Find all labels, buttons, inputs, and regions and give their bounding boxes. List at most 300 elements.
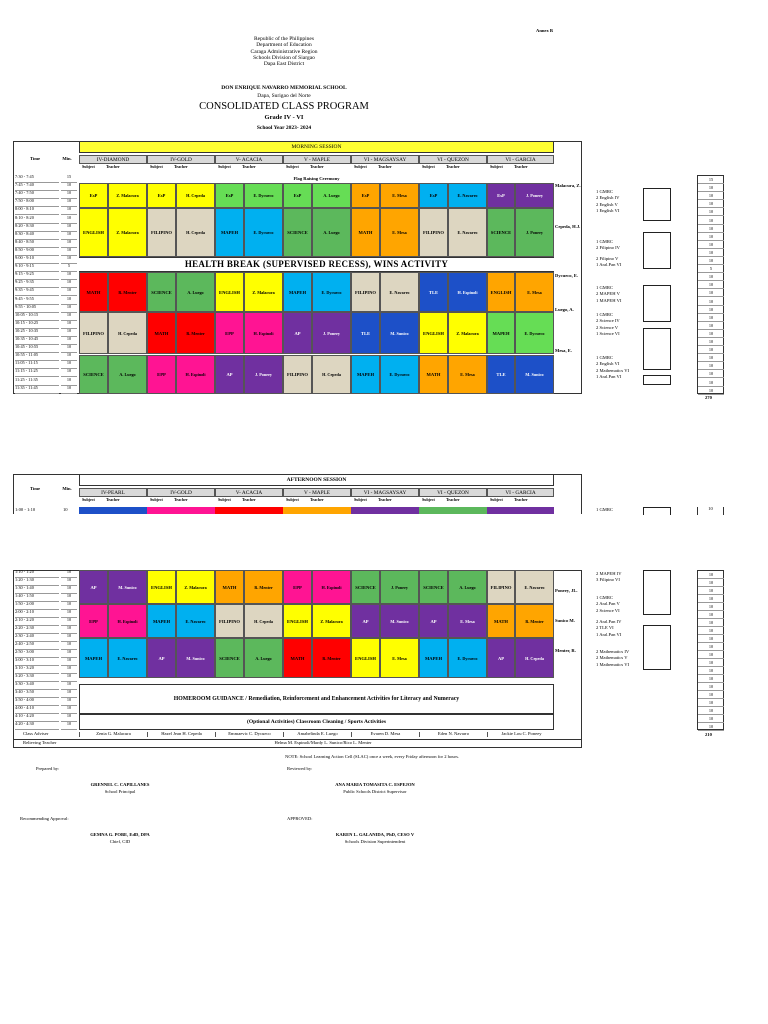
minute-summary: 10 <box>698 346 724 354</box>
teacher-cell: H. Espinoli <box>448 272 487 312</box>
annex-label: Annex B <box>536 28 553 33</box>
minute-summary: 10 <box>698 619 724 627</box>
teacher-name: Menter, R. <box>555 648 576 653</box>
relieving-teachers: Helma M. Espinoli/Mardy L. Sunico/Rico L. Menter <box>274 740 372 745</box>
time-slot: 2:20 - 2:30 <box>15 626 59 634</box>
time-slot: 4:20 - 4:30 <box>15 722 59 730</box>
minute-summary: 10 <box>698 322 724 330</box>
minute-summary: 10 <box>698 651 724 659</box>
time-slot: 7:30 - 7:45 <box>15 175 59 183</box>
minute-summary: 10 <box>698 184 724 192</box>
teacher-cell: H. Cepeda <box>176 183 215 208</box>
subject-cell: SCIENCE <box>147 272 176 312</box>
teacher-cell: A. Luego <box>312 183 351 208</box>
school-location: Dapa, Surigao del Norte <box>257 93 311 99</box>
note-box <box>643 625 671 670</box>
header-lines <box>184 36 384 68</box>
teacher-subheader: Teacher <box>378 164 392 169</box>
class-adviser-name: Emmaevic C. Dycueco <box>215 732 283 737</box>
header-line: Schools Division of Siargao <box>253 54 315 61</box>
teacher-cell: M. Sunico <box>380 312 419 354</box>
time-minutes: 10 <box>61 199 77 207</box>
section-header: IV-PEARL <box>79 488 147 497</box>
legend-item: 1 GMRC <box>596 285 613 290</box>
time-slot: 9:00 - 9:10 <box>15 256 59 264</box>
time-minutes: 10 <box>61 378 77 386</box>
section-header: VI - MAGSAYSAY <box>351 488 419 497</box>
subject-cell: SCIENCE <box>351 570 380 604</box>
time-slot: 10:15 - 10:25 <box>15 321 59 329</box>
time-minutes: 10 <box>61 191 77 199</box>
note-box <box>643 375 671 385</box>
morning-time-header: Time <box>29 156 41 161</box>
time-slot: 8:30 - 8:40 <box>15 232 59 240</box>
subject-cell: MATH <box>419 355 448 394</box>
legend-item: 1 GMRC <box>596 355 613 360</box>
teacher-cell: E. Navarro <box>108 638 147 678</box>
time-slot: 3:50 - 4:00 <box>15 698 59 706</box>
morning-section-headers <box>79 153 554 167</box>
time-minutes: 10 <box>61 183 77 191</box>
legend-item: 2 Science VI <box>596 607 620 613</box>
time-slot: 7:45 - 7:40 <box>15 183 59 191</box>
teacher-cell: H. Espinoli <box>312 570 351 604</box>
morning-total: 270 <box>705 395 712 400</box>
section-header: IV-DIAMOND <box>79 155 147 164</box>
teacher-cell: H. Espinoli <box>244 312 283 354</box>
subject-cell: EsP <box>283 183 312 208</box>
time-slot: 8:00 - 8:10 <box>15 207 59 215</box>
teacher-cell: Z. Malacura <box>312 604 351 638</box>
time-minutes: 10 <box>61 682 77 690</box>
minute-summary: 10 <box>698 330 724 338</box>
teacher-name: Poneey, JL. <box>555 588 578 593</box>
subject-cell: FILIPINO <box>283 355 312 394</box>
page-title: CONSOLIDATED CLASS PROGRAM <box>199 101 369 112</box>
time-minutes: 10 <box>61 650 77 658</box>
subject-subheader: Subject <box>490 164 503 169</box>
reviewed-title: Public Schools District Supervisor <box>343 789 407 794</box>
subject-subheader: Subject <box>218 164 231 169</box>
afternoon-first-row <box>79 507 554 514</box>
note-box <box>643 328 671 370</box>
optional-label: (Optional Activities) Classroom Cleaning / Sports Activities <box>247 719 386 725</box>
time-slot: 8:20 - 8:30 <box>15 224 59 232</box>
prepared-name: GRENNEL C. CAPILLANES <box>90 782 150 787</box>
afternoon-note-box-top <box>643 507 671 515</box>
time-minutes: 10 <box>61 610 77 618</box>
time-slot: 2:40 - 2:50 <box>15 642 59 650</box>
afternoon-teacher-list <box>554 570 594 684</box>
subject-cell: AP <box>351 604 380 638</box>
legend-item: 1 Science VI <box>596 330 620 336</box>
recommending-title: Chief, CID <box>109 839 131 844</box>
time-minutes: 10 <box>61 714 77 722</box>
morning-time-column <box>13 175 79 394</box>
subject-cell: TLE <box>419 272 448 312</box>
subject-cell: FILIPINO <box>79 312 108 354</box>
teacher-cell: E. Dycueco <box>515 312 554 354</box>
legend-item: 1 English VI <box>596 207 620 213</box>
recommending-name: GEMNA G. POBE, EdD, DPA <box>90 832 150 837</box>
teacher-cell: E. Navarro <box>448 208 487 257</box>
slac-note: NOTE: School Learning Action Cell (SLAC) once a week, every Friday afternoon for 2 hours. <box>285 754 460 759</box>
afternoon-first-right-min: 10 <box>697 507 724 515</box>
teacher-cell: M. Sunico <box>380 604 419 638</box>
homeroom-label: HOMEROOM GUIDANCE / Remediation, Reinforcement and Enhancement Activities for Literacy and Numeracy <box>173 696 460 702</box>
relieving-label: Relieving Teacher <box>23 740 57 745</box>
time-minutes: 10 <box>61 216 77 224</box>
teacher-cell: A. Luego <box>448 570 487 604</box>
time-slot: 3:20 - 3:30 <box>15 674 59 682</box>
time-minutes: 10 <box>61 345 77 353</box>
flag-row <box>79 175 554 182</box>
teacher-cell: H. Cepeda <box>108 312 147 354</box>
minute-summary: 10 <box>698 208 724 216</box>
time-slot: 9:15 - 9:25 <box>15 272 59 280</box>
section-header: V- ACACIA <box>215 155 283 164</box>
afternoon-minutes-summary <box>697 570 724 730</box>
minute-summary: 10 <box>698 659 724 667</box>
minute-summary: 10 <box>698 362 724 370</box>
relieving-row <box>13 739 582 748</box>
subject-cell: EsP <box>79 183 108 208</box>
note-box <box>643 285 671 322</box>
afternoon-time-header: Time <box>29 486 41 491</box>
time-minutes: 15 <box>61 175 77 183</box>
teacher-subheader: Teacher <box>514 164 528 169</box>
minute-summary: 10 <box>698 289 724 297</box>
subject-subheader: Subject <box>286 164 299 169</box>
subject-cell: SCIENCE <box>79 355 108 394</box>
teacher-subheader: Teacher <box>514 497 528 502</box>
legend-item: 1 GMRC <box>596 595 613 600</box>
subject-cell: MAPEH <box>283 272 312 312</box>
subject-cell: ENGLISH <box>487 272 515 312</box>
subject-cell: EPP <box>215 312 244 354</box>
teacher-cell: A. Luego <box>244 638 283 678</box>
subject-cell: MATH <box>351 208 380 257</box>
time-slot: 2:50 - 3:00 <box>15 650 59 658</box>
approved-name: KAREN L. GALANIDA, PhD, CESO V <box>335 832 415 837</box>
minute-summary: 10 <box>698 691 724 699</box>
time-slot: 11:25 - 11:35 <box>15 378 59 386</box>
time-minutes: 10 <box>61 698 77 706</box>
subject-cell: AP <box>283 312 312 354</box>
time-slot: 1:30 - 1:40 <box>15 586 59 594</box>
subject-subheader: Subject <box>422 164 435 169</box>
section-header: IV-GOLD <box>147 488 215 497</box>
teacher-cell: A. Luego <box>312 208 351 257</box>
approved-label: APPROVED: <box>287 816 313 821</box>
school-year: School Year 2023- 2024 <box>256 125 312 131</box>
teacher-subheader: Teacher <box>446 497 460 502</box>
teacher-subheader: Teacher <box>106 164 120 169</box>
teacher-name: Malacura, Z. <box>555 183 581 188</box>
morning-session-header <box>79 141 554 153</box>
subject-cell: AP <box>419 604 448 638</box>
minute-summary: 10 <box>698 217 724 225</box>
minute-summary: 15 <box>698 176 724 184</box>
afternoon-session-label: AFTERNOON SESSION <box>286 477 347 483</box>
legend-item: 2 Aral.Pan IV <box>596 619 622 624</box>
section-header: VI - QUEZON <box>419 488 487 497</box>
afternoon-time-column <box>13 570 79 730</box>
subject-subheader: Subject <box>286 497 299 502</box>
time-slot: 1:10 - 1:20 <box>15 570 59 578</box>
subject-cell: TLE <box>351 312 380 354</box>
subject-cell: FILIPINO <box>419 208 448 257</box>
time-slot: 2:00 - 2:10 <box>15 610 59 618</box>
time-slot: 3:10 - 3:20 <box>15 666 59 674</box>
time-minutes: 10 <box>61 321 77 329</box>
teacher-name: Mesa, E. <box>555 348 572 353</box>
class-adviser-label: Class Adviser <box>23 731 49 736</box>
afternoon-first-min: 10 <box>63 507 68 512</box>
time-slot: 11:05 - 11:15 <box>15 361 59 369</box>
subject-cell: EsP <box>351 183 380 208</box>
time-slot: 7:50 - 8:00 <box>15 199 59 207</box>
subject-cell: EPP <box>283 570 312 604</box>
subject-cell: FILIPINO <box>487 570 515 604</box>
legend-item: 2 Science IV <box>596 318 620 324</box>
note-box <box>643 188 671 221</box>
teacher-cell: Z. Malacura <box>448 312 487 354</box>
time-slot: 10:45 - 10:55 <box>15 345 59 353</box>
teacher-cell: E. Mesa <box>515 272 554 312</box>
teacher-cell: E. Mesa <box>448 355 487 394</box>
minute-summary: 10 <box>698 699 724 707</box>
teacher-cell: M. Sunico <box>108 570 147 604</box>
minute-summary: 10 <box>698 587 724 595</box>
time-slot: 8:50 - 9:00 <box>15 248 59 256</box>
teacher-cell: J. Poneey <box>244 355 283 394</box>
time-minutes: 10 <box>61 280 77 288</box>
class-adviser-name: Eden N. Navarro <box>419 732 487 737</box>
section-header: VI - MAGSAYSAY <box>351 155 419 164</box>
class-adviser-name: Evaren D. Mesa <box>351 732 419 737</box>
minute-summary: 10 <box>698 241 724 249</box>
time-slot: 8:10 - 8:20 <box>15 216 59 224</box>
minute-summary: 10 <box>698 281 724 289</box>
legend-item: 2 Mathematics VI <box>596 367 630 373</box>
teacher-cell: R. Menter <box>515 604 554 638</box>
time-slot: 4:10 - 4:20 <box>15 714 59 722</box>
teacher-cell: E. Dycueco <box>312 272 351 312</box>
time-minutes: 10 <box>61 594 77 602</box>
header-line: Caraga Administrative Region <box>250 48 318 55</box>
afternoon-schedule-grid <box>79 570 554 684</box>
subject-cell: ENGLISH <box>147 570 176 604</box>
time-minutes: 10 <box>61 288 77 296</box>
time-minutes: 10 <box>61 369 77 377</box>
subject-cell: ENGLISH <box>351 638 380 678</box>
reviewed-name: ANA MARIA TOMASITA C. ESPEJON <box>335 782 415 787</box>
teacher-cell: A. Luego <box>176 272 215 312</box>
time-slot: 4:00 - 4:10 <box>15 706 59 714</box>
teacher-cell: E. Mesa <box>380 638 419 678</box>
time-minutes: 10 <box>61 224 77 232</box>
minute-summary: 10 <box>698 298 724 306</box>
subject-cell: MAPEH <box>487 312 515 354</box>
subject-cell: EsP <box>147 183 176 208</box>
subject-subheader: Subject <box>354 164 367 169</box>
teacher-name: Luego, A. <box>555 307 574 312</box>
school-name: DON ENRIQUE NAVARRO MEMORIAL SCHOOL <box>221 85 347 91</box>
teacher-cell: H. Cepeda <box>515 638 554 678</box>
time-minutes: 10 <box>61 313 77 321</box>
time-slot: 1:20 - 1:30 <box>15 578 59 586</box>
teacher-name: Cepeda, H.J. <box>555 224 581 229</box>
minute-summary: 10 <box>698 225 724 233</box>
teacher-cell: M. Sunico <box>176 638 215 678</box>
subject-cell: MATH <box>147 312 176 354</box>
break-row <box>79 257 554 272</box>
legend-item: 2 Filipino V <box>596 256 619 261</box>
time-slot: 3:40 - 3:50 <box>15 690 59 698</box>
section-header: IV-GOLD <box>147 155 215 164</box>
morning-schedule-grid <box>79 175 554 394</box>
time-slot: 3:00 - 3:10 <box>15 658 59 666</box>
time-slot: 8:40 - 8:50 <box>15 240 59 248</box>
subject-cell: ENGLISH <box>283 604 312 638</box>
subject-cell: FILIPINO <box>215 604 244 638</box>
time-slot: 10:35 - 10:45 <box>15 337 59 345</box>
teacher-cell: E. Navarro <box>515 570 554 604</box>
subject-cell: AP <box>215 355 244 394</box>
subject-cell: MAPEH <box>351 355 380 394</box>
afternoon-first-time: 1:00 - 1:10 <box>15 507 36 512</box>
subject-subheader: Subject <box>150 497 163 502</box>
teacher-cell: J. Poneey <box>515 208 554 257</box>
time-slot: 9:45 - 9:55 <box>15 297 59 305</box>
time-minutes: 10 <box>61 256 77 264</box>
time-slot: 3:30 - 3:40 <box>15 682 59 690</box>
subject-cell: ENGLISH <box>79 208 108 257</box>
morning-subject-legend <box>596 175 644 394</box>
homeroom-row <box>79 684 554 714</box>
teacher-cell: H. Cepeda <box>176 208 215 257</box>
subject-cell: MAPEH <box>147 604 176 638</box>
teacher-subheader: Teacher <box>242 164 256 169</box>
prepared-title: School Principal <box>104 789 136 794</box>
subject-cell: MATH <box>215 570 244 604</box>
section-header: V- ACACIA <box>215 488 283 497</box>
time-minutes: 10 <box>61 232 77 240</box>
time-slot: 1:50 - 2:00 <box>15 602 59 610</box>
subject-subheader: Subject <box>150 164 163 169</box>
time-slot: 10:25 - 10:35 <box>15 329 59 337</box>
legend-item: 2 MAPEH V <box>596 291 620 297</box>
time-minutes: 10 <box>61 586 77 594</box>
teacher-subheader: Teacher <box>446 164 460 169</box>
legend-item: 1 Aral.Pan VI <box>596 373 622 379</box>
legend-item: 2 English V <box>596 201 618 207</box>
afternoon-section-headers <box>79 486 554 506</box>
reviewed-label: Reviewed by: <box>287 766 313 771</box>
legend-item: 1 Mathematics VI <box>596 661 630 667</box>
teacher-cell: R. Menter <box>108 272 147 312</box>
time-minutes: 10 <box>61 618 77 626</box>
teacher-cell: H. Cepeda <box>244 604 283 638</box>
section-header: VI - QUEZON <box>419 155 487 164</box>
subject-cell: EPP <box>147 355 176 394</box>
subject-subheader: Subject <box>218 497 231 502</box>
time-slot: 10:05 - 10:15 <box>15 313 59 321</box>
time-slot: 7:40 - 7:50 <box>15 191 59 199</box>
legend-item: 1 MAPEH VI <box>596 297 622 303</box>
minute-summary: 10 <box>698 370 724 378</box>
morning-session-label: MORNING SESSION <box>291 144 342 150</box>
minute-summary: 10 <box>698 683 724 691</box>
grade-label: Grade IV - VI <box>264 114 304 121</box>
time-slot: 11:15 - 11:25 <box>15 369 59 377</box>
morning-teacher-list <box>554 175 590 394</box>
time-minutes: 10 <box>61 207 77 215</box>
legend-item: 1 GMRC <box>596 239 613 244</box>
teacher-subheader: Teacher <box>174 497 188 502</box>
time-minutes: 5 <box>61 264 77 272</box>
flag-raising-label: Flag Raising Ceremony <box>293 176 340 181</box>
time-minutes: 10 <box>61 642 77 650</box>
subject-cell: AP <box>79 570 108 604</box>
minute-summary: 10 <box>698 715 724 723</box>
subject-cell: AP <box>487 638 515 678</box>
time-minutes: 10 <box>61 578 77 586</box>
minute-summary: 10 <box>698 643 724 651</box>
time-minutes: 10 <box>61 248 77 256</box>
time-minutes: 10 <box>61 722 77 730</box>
legend-item: 1 GMRC <box>596 312 613 317</box>
subject-cell: SCIENCE <box>487 208 515 257</box>
time-slot: 11:35 - 11:45 <box>15 386 59 394</box>
header-line: Republic of the Philippines <box>253 36 315 42</box>
class-adviser-name: Amabelinda E. Luego <box>283 732 351 737</box>
time-slot: 2:10 - 2:20 <box>15 618 59 626</box>
morning-min-header: Min. <box>62 156 72 161</box>
time-minutes: 10 <box>61 626 77 634</box>
teacher-cell: M. Sunico <box>515 355 554 394</box>
teacher-cell: E. Navarro <box>380 272 419 312</box>
teacher-cell: E. Dycueco <box>380 355 419 394</box>
minute-summary: 10 <box>698 387 724 395</box>
subject-cell: ENGLISH <box>419 312 448 354</box>
teacher-cell: E. Mesa <box>380 208 419 257</box>
time-slot: 9:55 - 10:05 <box>15 305 59 313</box>
teacher-cell: Z. Malacura <box>108 183 147 208</box>
teacher-cell: R. Menter <box>244 570 283 604</box>
minute-summary: 10 <box>698 314 724 322</box>
minute-summary: 5 <box>698 265 724 273</box>
subject-cell: SCIENCE <box>419 570 448 604</box>
teacher-cell: R. Menter <box>312 638 351 678</box>
minute-summary: 10 <box>698 595 724 603</box>
header-line: Department of Education <box>256 42 312 49</box>
teacher-subheader: Teacher <box>378 497 392 502</box>
legend-item: 2 TLE VI <box>596 625 614 631</box>
teacher-cell: E. Dycueco <box>244 208 283 257</box>
subject-cell: EsP <box>215 183 244 208</box>
legend-item: 2 MAPEH IV <box>596 571 622 576</box>
legend-item: 2 English VI <box>596 361 620 367</box>
section-header: V - MAPLE <box>283 155 351 164</box>
teacher-cell: J. Poneey <box>515 183 554 208</box>
time-minutes: 10 <box>61 305 77 313</box>
minute-summary: 10 <box>698 257 724 265</box>
subject-cell: MAPEH <box>79 638 108 678</box>
minute-summary: 10 <box>698 273 724 281</box>
header-line: Dapa East District <box>263 61 305 68</box>
